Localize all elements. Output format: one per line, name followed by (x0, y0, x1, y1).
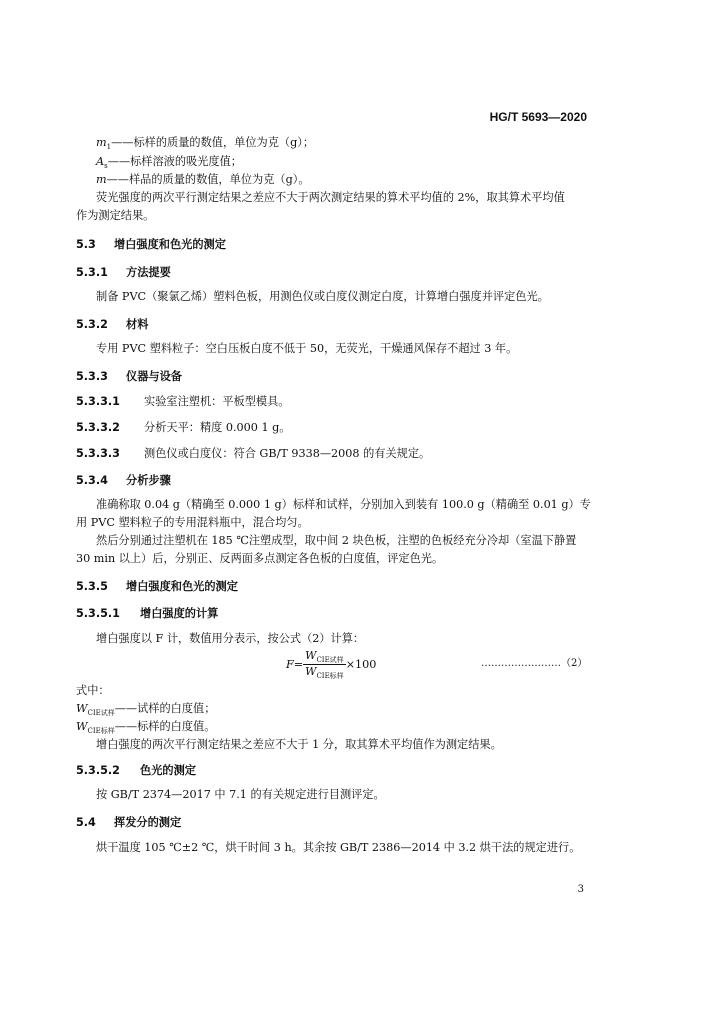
var-symbol: W (76, 720, 88, 733)
paragraph-method-summary: 制备 PVC（聚氯乙烯）塑料色板，用测色仪或白度仪测定白度，计算增白强度并评定色光。 (96, 290, 549, 303)
section-number: 5.3.1 (76, 266, 108, 279)
equipment-item-3 (76, 446, 430, 462)
item-number: 5.3.3.2 (76, 421, 120, 434)
section-heading-5-3 (76, 236, 226, 252)
var-def-wcie-standard (76, 719, 215, 737)
var-symbol: m (96, 173, 107, 186)
paragraph-procedure-line4: 30 min 以上）后，分别正、反两面多点测定各色板的白度值，评定色光。 (76, 552, 444, 565)
paragraph-fluorescence-line2: 作为测定结果。 (76, 209, 155, 222)
section-heading-5-3-5 (76, 578, 238, 594)
section-heading-5-3-1 (76, 264, 171, 280)
var-description: ——试样的白度值； (114, 702, 216, 715)
section-number: 5.3.4 (76, 474, 108, 487)
section-number: 5.3 (76, 238, 96, 251)
item-number: 5.3.3.3 (76, 447, 120, 460)
formula-multiplier: ×100 (345, 658, 377, 672)
formula-leader-dots: …………………… (481, 658, 561, 669)
paragraph-volatiles: 烘干温度 105 ℃±2 ℃，烘干时间 3 h。其余按 GB/T 2386—2014 中 3.2 烘干法的规定进行。 (96, 841, 581, 854)
formula-lhs: F= (286, 658, 304, 672)
formula-2 (286, 649, 376, 681)
section-title: 方法提要 (126, 266, 171, 279)
section-heading-5-3-3 (76, 368, 182, 384)
paragraph-procedure-line3: 然后分别通过注塑机在 185 ℃注塑成型，取中间 2 块色板，注塑的色板经充分冷却（室温下静置 (96, 534, 577, 547)
section-number: 5.3.5.1 (76, 607, 120, 620)
section-title: 增白强度和色光的测定 (114, 238, 226, 251)
formula-number: （2） (561, 658, 588, 669)
section-number: 5.3.5 (76, 580, 108, 593)
paragraph-whitening-result: 增白强度的两次平行测定结果之差应不大于 1 分，取其算术平均值作为测定结果。 (96, 738, 502, 751)
var-def-wcie-sample (76, 701, 215, 719)
item-text: 测色仪或白度仪：符合 GB/T 9338—2008 的有关规定。 (144, 447, 431, 460)
paragraph-procedure-line2: 用 PVC 塑料粒子的专用混料瓶中，混合均匀。 (76, 516, 309, 529)
equipment-item-2 (76, 420, 290, 436)
paragraph-procedure-line1: 准确称取 0.04 g（精确至 0.000 1 g）标样和试样，分别加入到装有 100.0 g（精确至 0.01 g）专 (96, 498, 591, 511)
item-number: 5.3.3.1 (76, 395, 120, 408)
var-description: ——标样溶液的吸光度值； (107, 155, 242, 168)
section-heading-5-3-4 (76, 472, 171, 488)
formula-fraction (303, 649, 346, 681)
var-symbol: A (96, 155, 105, 168)
section-number: 5.4 (76, 816, 96, 829)
denominator-symbol: W (305, 665, 317, 679)
standard-number: HG/T 5693—2020 (489, 110, 587, 124)
var-description: ——标样的白度值。 (114, 720, 216, 733)
numerator-symbol: W (305, 649, 317, 662)
section-number: 5.3.5.2 (76, 764, 120, 777)
section-heading-5-3-5-1 (76, 605, 218, 621)
item-text: 实验室注塑机：平板型模具。 (144, 395, 290, 408)
formula-numerator (303, 649, 346, 665)
section-title: 分析步骤 (126, 474, 171, 487)
section-title: 增白强度和色光的测定 (126, 580, 238, 593)
paragraph-color-shade: 按 GB/T 2374—2017 中 7.1 的有关规定进行目测评定。 (96, 788, 385, 801)
section-title: 仪器与设备 (126, 370, 182, 383)
formula-denominator (303, 665, 346, 680)
section-heading-5-4 (76, 814, 181, 830)
var-symbol: W (76, 702, 88, 715)
var-def-m1 (96, 135, 314, 153)
paragraph-whitening-calc: 增白强度以 F 计，数值用分表示，按公式（2）计算： (96, 632, 365, 645)
section-heading-5-3-5-2 (76, 762, 196, 778)
formula-label (481, 657, 587, 671)
equipment-item-1 (76, 394, 289, 410)
item-text: 分析天平：精度 0.000 1 g。 (144, 421, 291, 434)
var-symbol: m (96, 136, 107, 149)
section-number: 5.3.3 (76, 370, 108, 383)
var-def-m (96, 172, 310, 188)
var-subscript: CIE试样 (87, 709, 115, 717)
section-number: 5.3.2 (76, 318, 108, 331)
paragraph-materials: 专用 PVC 塑料粒子：空白压板白度不低于 50，无荧光，干燥通风保存不超过 3 年。 (96, 342, 518, 355)
denominator-subscript: CIE标样 (316, 672, 344, 681)
section-title: 材料 (126, 318, 149, 331)
var-subscript: 1 (106, 143, 112, 151)
section-title: 色光的测定 (140, 764, 196, 777)
var-subscript: CIE标样 (87, 727, 115, 735)
var-subscript: s (104, 162, 108, 170)
numerator-subscript: CIE试样 (316, 656, 344, 664)
paragraph-fluorescence-line1: 荧光强度的两次平行测定结果之差应不大于两次测定结果的算术平均值的 2%，取其算术平均值 (96, 191, 565, 204)
where-label: 式中： (76, 684, 110, 697)
section-title: 挥发分的测定 (114, 816, 182, 829)
var-description: ——标样的质量的数值，单位为克（g）； (111, 136, 315, 149)
section-title: 增白强度的计算 (140, 607, 219, 620)
var-description: ——样品的质量的数值，单位为克（g）。 (106, 173, 310, 186)
var-def-as (96, 154, 242, 172)
page-number: 3 (577, 884, 584, 895)
section-heading-5-3-2 (76, 316, 148, 332)
